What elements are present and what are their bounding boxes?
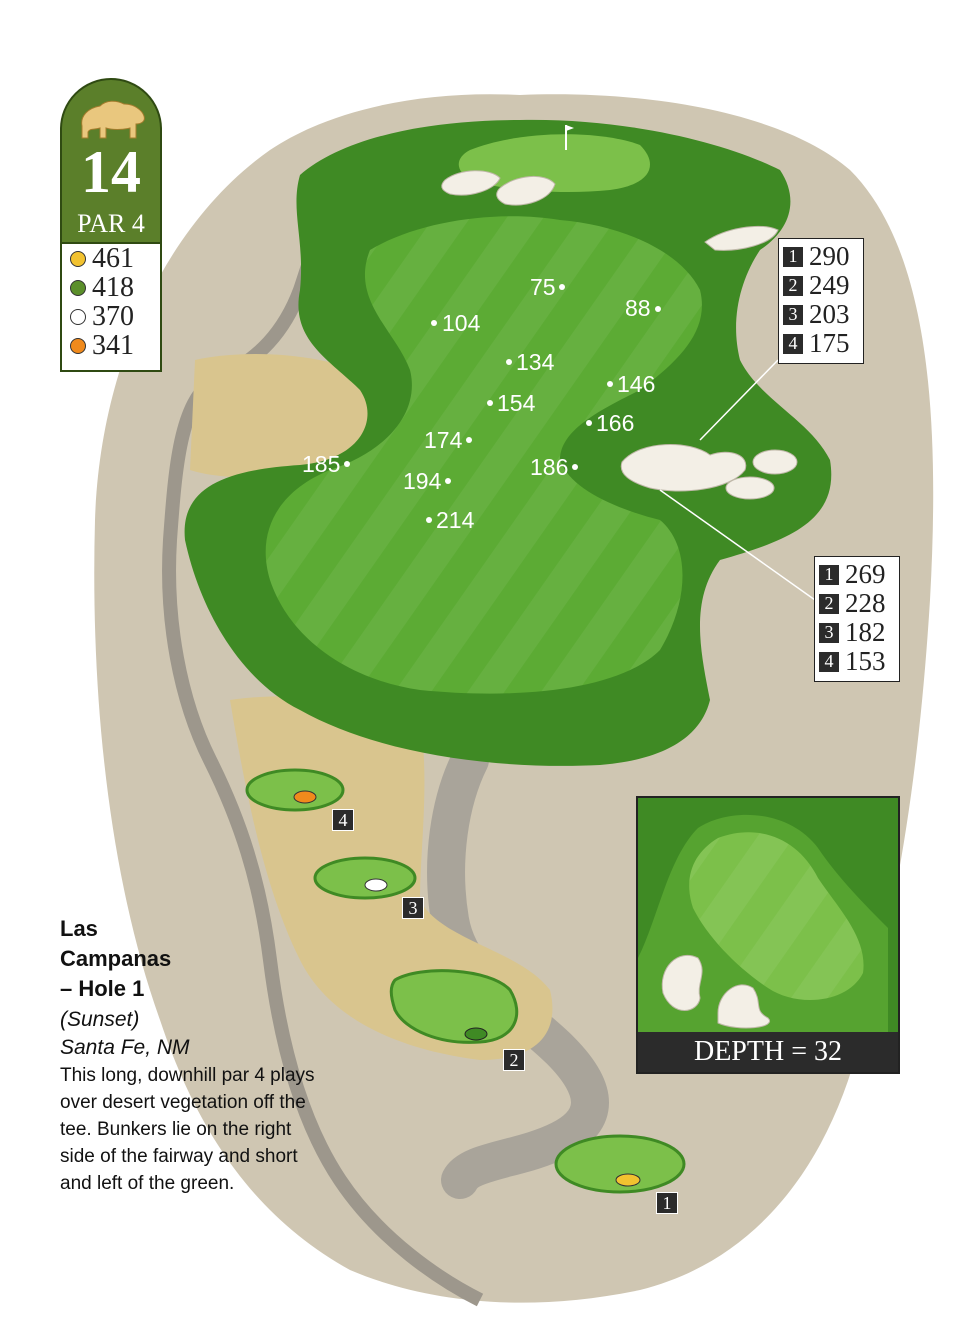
tee-marker-white	[365, 879, 387, 891]
tee-box-3	[315, 858, 415, 898]
tee-set: (Sunset)	[60, 1008, 140, 1031]
tee-number: 4	[819, 652, 839, 672]
hole-par: PAR 4	[77, 209, 145, 238]
tee-tag-3: 3	[402, 897, 424, 919]
carry-yardage: 182	[845, 617, 886, 647]
carry-yardage: 269	[845, 559, 886, 589]
yardage-186: 186	[530, 454, 569, 480]
yardage-134: 134	[516, 349, 555, 375]
bunker-callout-lower	[814, 556, 900, 682]
tee-yardage: 461	[92, 242, 134, 274]
golden-bear-icon	[76, 96, 148, 142]
depth-label: DEPTH = 32	[638, 1032, 898, 1072]
hole-header	[60, 78, 162, 244]
tee-marker-gold	[616, 1174, 640, 1186]
tee-tag-1: 1	[656, 1192, 678, 1214]
green-tee-icon	[70, 280, 86, 296]
yardage-104: 104	[442, 310, 481, 336]
gold-tee-icon	[70, 251, 86, 267]
hole-info	[60, 914, 330, 1197]
carry-yardage: 153	[845, 646, 886, 676]
yardage-214: 214	[436, 507, 475, 533]
green-depth-inset	[636, 796, 900, 1074]
green-closeup	[638, 798, 898, 1032]
carry-yardage: 175	[809, 328, 850, 358]
tee-row-orange	[62, 331, 160, 360]
tee-marker-orange	[294, 791, 316, 803]
yardage-174: 174	[424, 427, 463, 453]
tee-number: 1	[783, 247, 803, 267]
hole-description: This long, downhill par 4 plays over desert vegetation off the tee. Bunkers lie on the right side of the fairway and short and left of the green.	[60, 1065, 315, 1194]
carry-yardage: 228	[845, 588, 886, 618]
yardage-146: 146	[617, 371, 656, 397]
yardage-75: 75	[530, 274, 556, 300]
tee-marker-green	[465, 1028, 487, 1040]
white-tee-icon	[70, 309, 86, 325]
tee-yardage: 418	[92, 271, 134, 303]
location: Santa Fe, NM	[60, 1036, 190, 1059]
tee-number: 1	[819, 565, 839, 585]
hole-number: 14	[81, 139, 141, 205]
tee-tag-4: 4	[332, 809, 354, 831]
tee-row-gold	[62, 244, 160, 273]
carry-yardage: 203	[809, 299, 850, 329]
yardage-194: 194	[403, 468, 442, 494]
tee-yardages	[60, 244, 162, 372]
yardage-154: 154	[497, 390, 536, 416]
fairway-bunker-small	[753, 450, 797, 474]
course-name: Las Campanas – Hole 1	[60, 916, 172, 1001]
orange-tee-icon	[70, 338, 86, 354]
tee-row-green	[62, 273, 160, 302]
tee-row-white	[62, 302, 160, 331]
carry-yardage: 290	[809, 241, 850, 271]
carry-yardage: 249	[809, 270, 850, 300]
bunker-callout-upper	[778, 238, 864, 364]
tee-yardage: 370	[92, 300, 134, 332]
hole-badge	[60, 78, 162, 372]
tee-number: 3	[783, 305, 803, 325]
tee-number: 2	[819, 594, 839, 614]
tee-tag-2: 2	[503, 1049, 525, 1071]
yardage-166: 166	[596, 410, 635, 436]
tee-number: 3	[819, 623, 839, 643]
yardage-185: 185	[302, 451, 341, 477]
fairway-bunker-small-2	[726, 477, 774, 499]
tee-box-4	[247, 770, 343, 810]
tee-number: 2	[783, 276, 803, 296]
tee-number: 4	[783, 334, 803, 354]
tee-yardage: 341	[92, 329, 134, 361]
yardage-88: 88	[625, 295, 651, 321]
